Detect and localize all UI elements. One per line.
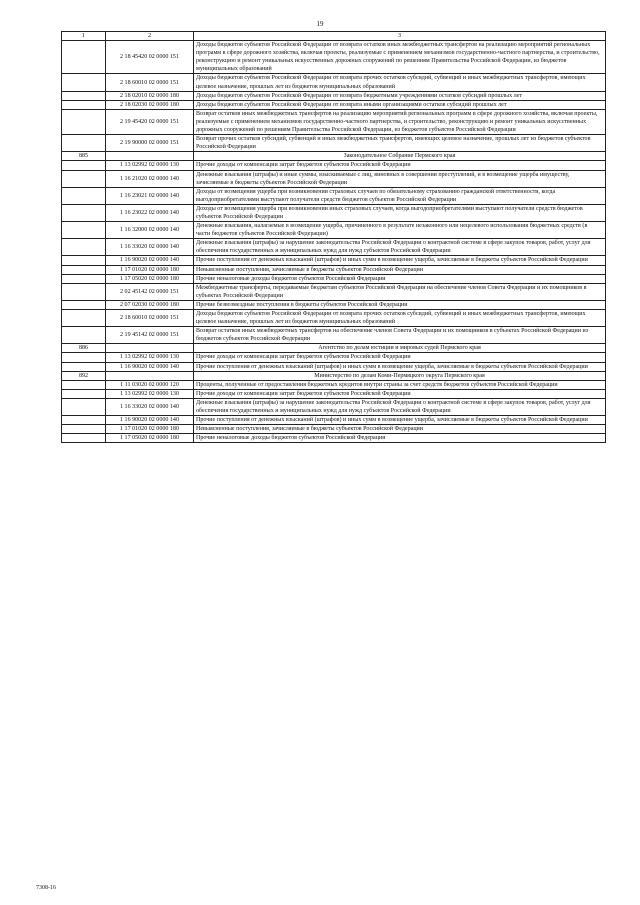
description-cell: Прочие доходы от компенсации затрат бюджетов субъектов Российской Федерации [194, 389, 606, 398]
table-row [62, 398, 606, 415]
admin-code-cell [62, 265, 106, 274]
admin-code-cell [62, 161, 106, 170]
admin-code-cell [62, 380, 106, 389]
revenue-code-cell [106, 344, 194, 353]
description-cell: Межбюджетные трансферты, передаваемые бюджетам субъектов Российской Федерации на обеспечение членов Совета Федерации и их помощников в субъектах Российской Федерации [194, 283, 606, 300]
description-cell: Невыясненные поступления, зачисляемые в бюджеты субъектов Российской Федерации [194, 265, 606, 274]
table-row [62, 91, 606, 100]
admin-code-cell [62, 256, 106, 265]
description-cell: Возврат остатков иных межбюджетных трансфертов на обеспечение членов Совета Федерации и их помощников в субъектах Российской Федерации из бюджетов субъектов Российской Федерации [194, 327, 606, 344]
table-row [62, 362, 606, 371]
revenue-code-cell: 1 17 01020 02 0000 180 [106, 425, 194, 434]
table-row [62, 187, 606, 204]
revenue-code-cell: 2 02 45142 02 0000 151 [106, 283, 194, 300]
description-cell: Доходы от возмещения ущерба при возникновении страховых случаев по обязательному страхованию гражданской ответственности, когда выгодоприобретателями выступают получатели средств бюджетов субъектов Российской Федерации [194, 187, 606, 204]
page-number: 19 [316, 20, 324, 28]
revenue-code-cell: 2 07 02030 02 0000 180 [106, 300, 194, 309]
table-row [62, 135, 606, 152]
admin-code-cell [62, 434, 106, 443]
description-cell: Денежные взыскания (штрафы) за нарушение законодательства Российской Федерации о контрактной системе в сфере закупок товаров, работ, услуг для обеспечения государственных и муниципальных нужд для нужд субъектов Российской Федерации [194, 239, 606, 256]
revenue-code-cell: 1 16 23022 02 0000 140 [106, 204, 194, 221]
table-row [62, 353, 606, 362]
description-cell: Прочие доходы от компенсации затрат бюджетов субъектов Российской Федерации [194, 353, 606, 362]
table-row [62, 310, 606, 327]
description-cell: Денежные взыскания (штрафы) и иные суммы, взыскиваемые с лиц, виновных в совершении преступлений, и в возмещение ущерба имуществу, зачисляемые в бюджеты субъектов Российской Федерации [194, 170, 606, 187]
admin-code-cell [62, 300, 106, 309]
description-cell: Прочие поступления от денежных взысканий (штрафов) и иных сумм в возмещение ущерба, зачисляемые в бюджеты субъектов Российской Федерации [194, 416, 606, 425]
table-row [62, 434, 606, 443]
admin-code-cell [62, 425, 106, 434]
admin-code-cell: 885 [62, 152, 106, 161]
revenue-code-cell: 2 18 45420 02 0000 151 [106, 41, 194, 74]
revenue-code-cell: 2 19 45142 02 0000 151 [106, 327, 194, 344]
administrator-row [62, 152, 606, 161]
revenue-code-cell [106, 371, 194, 380]
admin-code-cell: 886 [62, 344, 106, 353]
table-row [62, 300, 606, 309]
description-cell: Доходы бюджетов субъектов Российской Федерации от возврата остатков иных межбюджетных трансфертов на реализацию мероприятий региональных программ в сфере дорожного хозяйства, включая проекты, реализуемые с применением механизмов государственно-частного партнерства, и строительство, реконструкцию и ремонт уникальных искусственных дорожных сооружений по решениям Правительства Российской Федерации, из бюджетов муниципальных образований [194, 41, 606, 74]
description-cell: Прочие неналоговые доходы бюджетов субъектов Российской Федерации [194, 274, 606, 283]
revenue-code-cell: 1 16 23021 02 0000 140 [106, 187, 194, 204]
table-row [62, 74, 606, 91]
table-row [62, 204, 606, 221]
description-cell: Невыясненные поступления, зачисляемые в бюджеты субъектов Российской Федерации [194, 425, 606, 434]
revenue-code-cell: 2 18 60010 02 0000 151 [106, 74, 194, 91]
revenue-code-cell: 1 16 32000 02 0000 140 [106, 222, 194, 239]
admin-code-cell [62, 353, 106, 362]
admin-code-cell [62, 398, 106, 415]
revenue-code-cell: 1 16 33020 02 0000 140 [106, 239, 194, 256]
revenue-code-cell [106, 152, 194, 161]
table-row [62, 222, 606, 239]
revenue-code-cell: 2 18 60010 02 0000 151 [106, 310, 194, 327]
revenue-code-cell: 2 18 02010 02 0000 180 [106, 91, 194, 100]
description-cell: Прочие поступления от денежных взысканий (штрафов) и иных сумм в возмещение ущерба, зачисляемые в бюджеты субъектов Российской Федерации [194, 256, 606, 265]
table-row [62, 327, 606, 344]
admin-code-cell [62, 283, 106, 300]
revenue-code-cell: 1 13 02992 02 0000 130 [106, 389, 194, 398]
header-col-2: 2 [106, 32, 194, 41]
description-cell: Денежные взыскания, налагаемые в возмещение ущерба, причиненного в результате незаконного или нецелевого использования бюджетных средств (в части бюджетов субъектов Российской Федерации) [194, 222, 606, 239]
revenue-code-cell: 1 13 02992 02 0000 130 [106, 161, 194, 170]
table-row [62, 265, 606, 274]
revenue-code-cell: 2 18 02030 02 0000 180 [106, 100, 194, 109]
revenue-code-cell: 1 13 02992 02 0000 130 [106, 353, 194, 362]
description-cell: Прочие неналоговые доходы бюджетов субъектов Российской Федерации [194, 434, 606, 443]
description-cell: Доходы бюджетов субъектов Российской Федерации от возврата бюджетными учреждениями остатков субсидий прошлых лет [194, 91, 606, 100]
revenue-code-cell: 1 16 33020 02 0000 140 [106, 398, 194, 415]
revenue-code-cell: 1 16 90020 02 0000 140 [106, 362, 194, 371]
table-row [62, 283, 606, 300]
header-col-1: 1 [62, 32, 106, 41]
table-header-row [62, 32, 606, 41]
table-row [62, 274, 606, 283]
admin-code-cell [62, 416, 106, 425]
header-col-3: 3 [194, 32, 606, 41]
admin-code-cell [62, 187, 106, 204]
document-code: 7308-16 [36, 885, 56, 891]
description-cell: Доходы от возмещения ущерба при возникновении иных страховых случаев, когда выгодоприобретателями выступают получатели средств бюджетов субъектов Российской Федерации [194, 204, 606, 221]
table-row [62, 389, 606, 398]
description-cell: Прочие поступления от денежных взысканий (штрафов) и иных сумм в возмещение ущерба, зачисляемые в бюджеты субъектов Российской Федерации [194, 362, 606, 371]
revenue-code-cell: 1 16 90020 02 0000 140 [106, 416, 194, 425]
revenue-code-cell: 1 16 21020 02 0000 140 [106, 170, 194, 187]
admin-code-cell [62, 135, 106, 152]
description-cell: Доходы бюджетов субъектов Российской Федерации от возврата иными организациями остатков субсидий прошлых лет [194, 100, 606, 109]
admin-code-cell [62, 327, 106, 344]
table-row [62, 425, 606, 434]
admin-code-cell [62, 239, 106, 256]
revenue-code-cell: 1 16 90020 02 0000 140 [106, 256, 194, 265]
admin-code-cell [62, 109, 106, 134]
table-row [62, 100, 606, 109]
admin-code-cell [62, 74, 106, 91]
admin-code-cell [62, 310, 106, 327]
description-cell: Законодательное Собрание Пермского края [194, 152, 606, 161]
revenue-code-cell: 1 17 05020 02 0000 180 [106, 274, 194, 283]
admin-code-cell [62, 362, 106, 371]
table-row [62, 256, 606, 265]
revenue-code-cell: 2 19 90000 02 0000 151 [106, 135, 194, 152]
admin-code-cell [62, 389, 106, 398]
table-row [62, 109, 606, 134]
description-cell: Агентство по делам юстиции и мировых судей Пермского края [194, 344, 606, 353]
description-cell: Доходы бюджетов субъектов Российской Федерации от возврата прочих остатков субсидий, субвенций и иных межбюджетных трансфертов, имеющих целевое назначение, прошлых лет из бюджетов муниципальных образований [194, 310, 606, 327]
administrator-row [62, 371, 606, 380]
description-cell: Доходы бюджетов субъектов Российской Федерации от возврата прочих остатков субсидий, субвенций и иных межбюджетных трансфертов, имеющих целевое назначение, прошлых лет из бюджетов муниципальных образований [194, 74, 606, 91]
budget-classification-table [61, 31, 606, 443]
description-cell: Возврат прочих остатков субсидий, субвенций и иных межбюджетных трансфертов, имеющих целевое назначение, прошлых лет из бюджетов субъектов Российской Федерации [194, 135, 606, 152]
revenue-code-cell: 1 17 05020 02 0000 180 [106, 434, 194, 443]
table-row [62, 416, 606, 425]
description-cell: Денежные взыскания (штрафы) за нарушение законодательства Российской Федерации о контрактной системе в сфере закупок товаров, работ, услуг для обеспечения государственных и муниципальных нужд для нужд субъектов Российской Федерации [194, 398, 606, 415]
admin-code-cell [62, 204, 106, 221]
administrator-row [62, 344, 606, 353]
description-cell: Возврат остатков иных межбюджетных трансфертов на реализацию мероприятий региональных программ в сфере дорожного хозяйства, включая проекты, реализуемые с применением механизмов государственно-частного партнерства, и строительство, реконструкцию и ремонт уникальных искусственных дорожных сооружений по решениям Правительства Российской Федерации, из бюджетов субъектов Российской Федерации [194, 109, 606, 134]
admin-code-cell: 892 [62, 371, 106, 380]
description-cell: Проценты, полученные от предоставления бюджетных кредитов внутри страны за счет средств бюджетов субъектов Российской Федерации [194, 380, 606, 389]
table-row [62, 170, 606, 187]
table-row [62, 239, 606, 256]
revenue-code-cell: 1 11 03020 02 0000 120 [106, 380, 194, 389]
admin-code-cell [62, 170, 106, 187]
description-cell: Прочие безвозмездные поступления в бюджеты субъектов Российской Федерации [194, 300, 606, 309]
revenue-code-cell: 2 19 45420 02 0000 151 [106, 109, 194, 134]
admin-code-cell [62, 274, 106, 283]
revenue-code-cell: 1 17 01020 02 0000 180 [106, 265, 194, 274]
admin-code-cell [62, 41, 106, 74]
admin-code-cell [62, 100, 106, 109]
description-cell: Прочие доходы от компенсации затрат бюджетов субъектов Российской Федерации [194, 161, 606, 170]
admin-code-cell [62, 91, 106, 100]
table-row [62, 380, 606, 389]
admin-code-cell [62, 222, 106, 239]
table-row [62, 41, 606, 74]
table-row [62, 161, 606, 170]
description-cell: Министерство по делам Коми-Пермяцкого округа Пермского края [194, 371, 606, 380]
